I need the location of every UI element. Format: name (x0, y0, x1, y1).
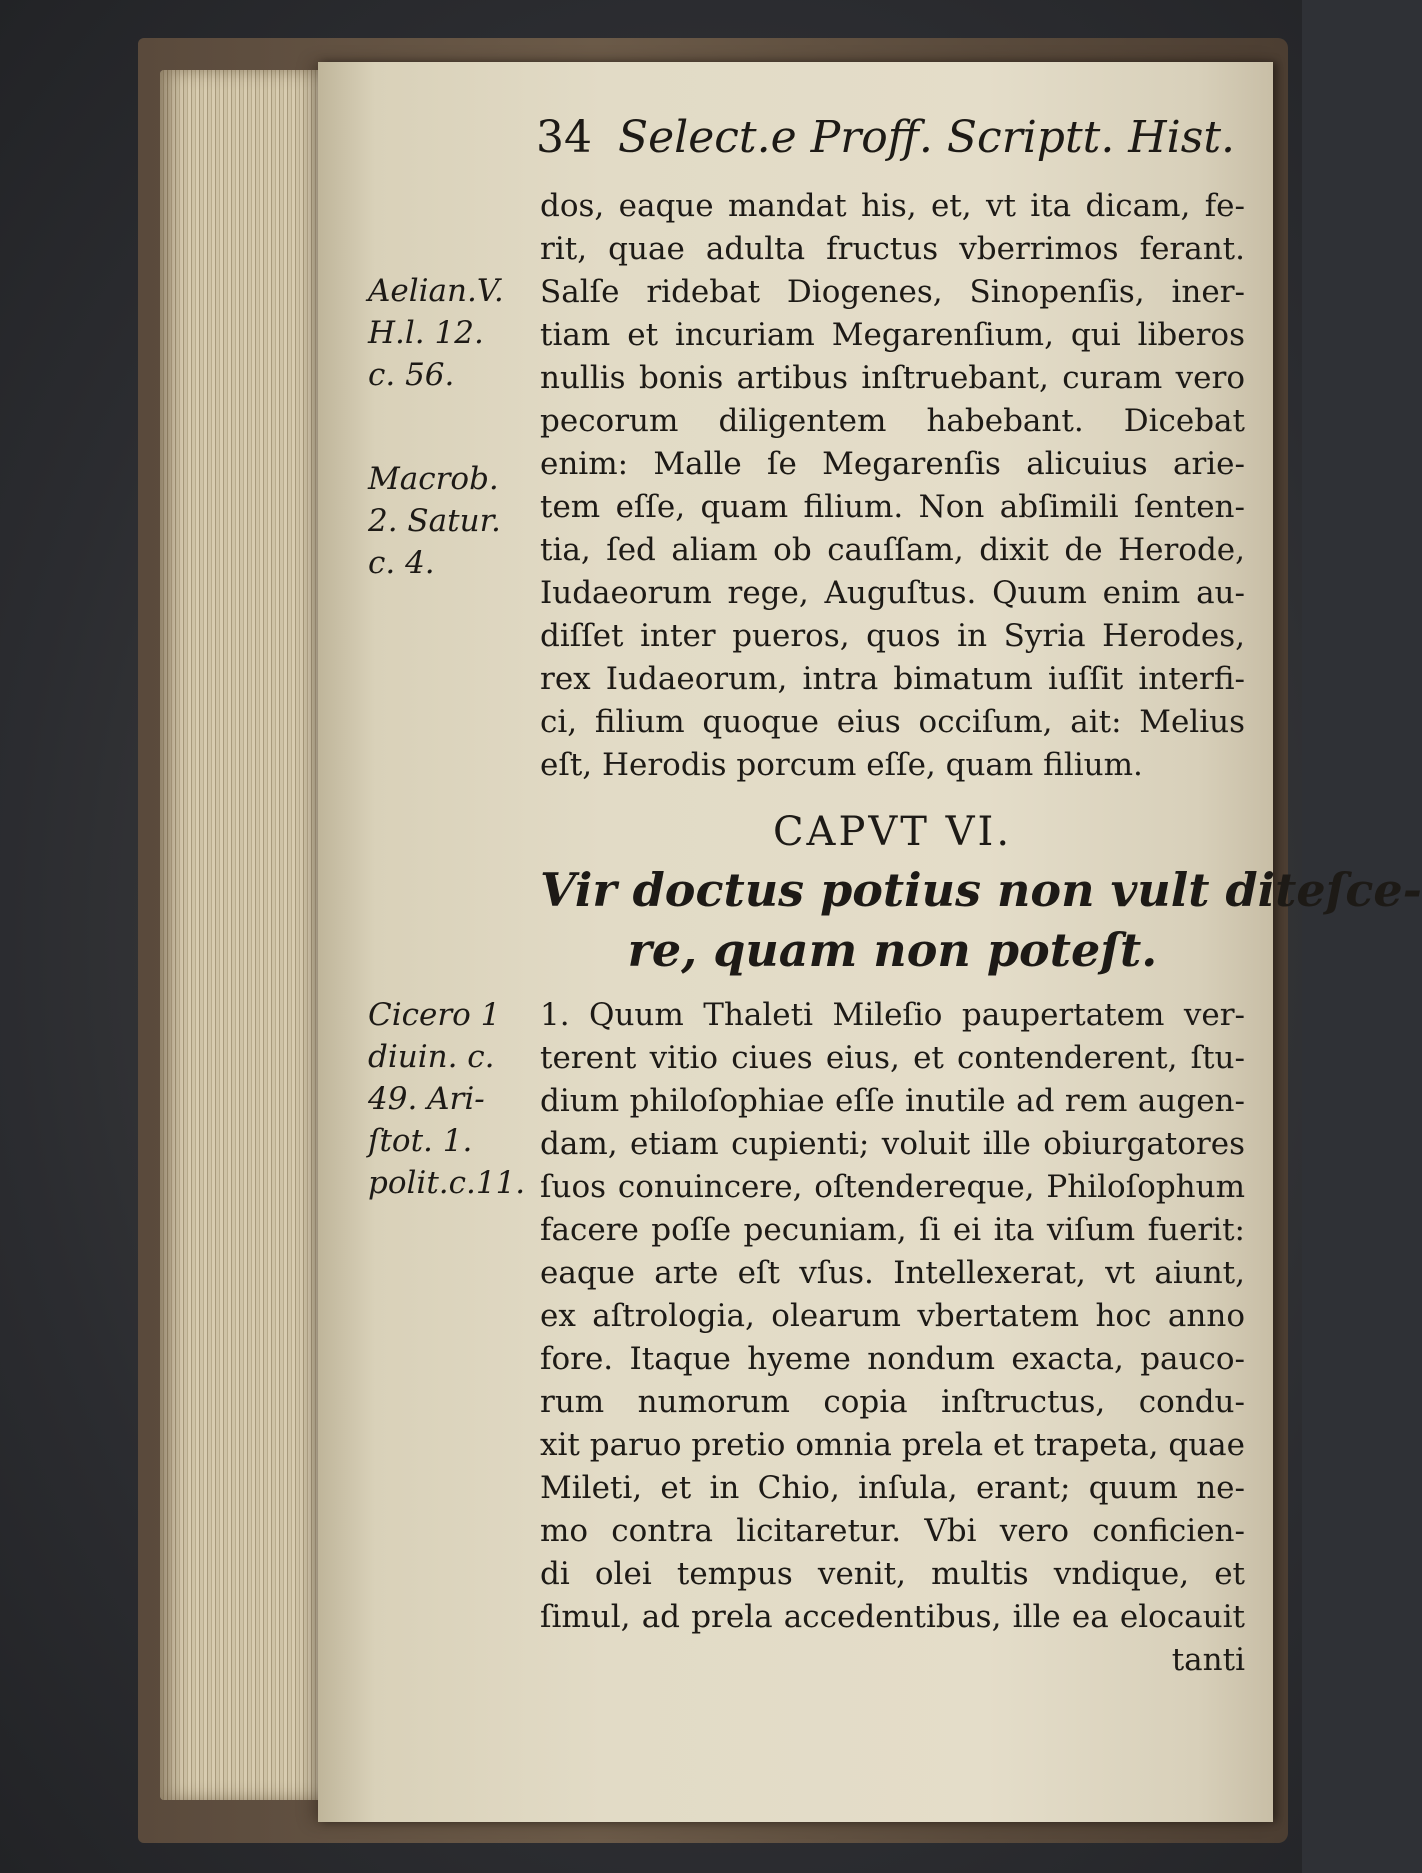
margin-note: 2. Satur. (368, 503, 501, 539)
running-title: Select.e Proff. Scriptt. Hist. (618, 112, 1235, 163)
text-line: dos, eaque mandat his, et, vt ita dicam, fe- (540, 188, 1245, 224)
text-line: rex Iudaeorum, intra bimatum iuſſit interfi- (540, 661, 1245, 697)
text-line: tiam et incuriam Megarenſium, qui liberos (540, 317, 1245, 353)
text-line: nullis bonis artibus inſtruebant, curam vero (540, 360, 1245, 396)
text-line: ſimul, ad prela accedentibus, ille ea elocauit (540, 1599, 1245, 1635)
margin-note: H.l. 12. (368, 315, 484, 351)
text-line: eſt, Herodis porcum eſſe, quam filium. (540, 747, 1143, 783)
text-line: Iudaeorum rege, Auguſtus. Quum enim au- (540, 575, 1245, 611)
text-line: terent vitio ciues eius, et contenderent, ſtu- (540, 1040, 1245, 1076)
catchword: tanti (1171, 1642, 1245, 1678)
text-line: diſſet inter pueros, quos in Syria Herodes, (540, 618, 1245, 654)
text-line: rum numorum copia inſtructus, condu- (540, 1384, 1245, 1420)
text-line: fore. Itaque hyeme nondum exacta, pauco- (540, 1341, 1245, 1377)
text-line: eaque arte eſt vſus. Intellexerat, vt aiunt, (540, 1255, 1245, 1291)
text-line: Salſe ridebat Diogenes, Sinopenſis, iner- (540, 274, 1245, 310)
chapter-title: re, quam non poteſt. (627, 923, 1158, 977)
chapter-heading: CAPVT VI. (772, 809, 1013, 855)
text-line: ex aſtrologia, olearum vbertatem hoc anno (540, 1298, 1245, 1334)
margin-note: c. 4. (368, 545, 435, 581)
text-line: di olei tempus venit, multis vndique, et (540, 1556, 1245, 1592)
text-line: tem eſſe, quam filium. Non abſimili ſenten- (540, 489, 1245, 525)
margin-note: ſtot. 1. (368, 1123, 473, 1159)
text-line: ſuos conuincere, oſtendereque, Philoſophum (540, 1169, 1245, 1205)
margin-note: polit.c.11. (368, 1165, 526, 1201)
text-line: 1. Quum Thaleti Mileſio paupertatem ver- (540, 997, 1245, 1033)
text-line: enim: Malle ſe Megarenſis alicuius arie- (540, 446, 1245, 482)
text-line: mo contra licitaretur. Vbi vero conficien- (540, 1513, 1245, 1549)
text-line: rit, quae adulta fructus vberrimos ferant. (540, 231, 1245, 267)
margin-note: c. 56. (368, 357, 455, 393)
text-line: ci, filium quoque eius occiſum, ait: Melius (540, 704, 1245, 740)
text-line: dam, etiam cupienti; voluit ille obiurgatores (540, 1126, 1245, 1162)
text-line: tia, ſed aliam ob cauſſam, dixit de Herode, (540, 532, 1245, 568)
margin-note: Aelian.V. (368, 273, 504, 309)
text-line: pecorum diligentem habebant. Dicebat (540, 403, 1245, 439)
page-edges (160, 70, 330, 1800)
page-number: 34 (536, 112, 592, 163)
margin-note: diuin. c. (368, 1039, 495, 1075)
text-line: Mileti, et in Chio, inſula, erant; quum ne- (540, 1470, 1245, 1506)
text-line: facere poſſe pecuniam, ſi ei ita viſum fuerit: (540, 1212, 1245, 1248)
margin-note: Macrob. (368, 461, 499, 497)
margin-note: Cicero 1 (368, 997, 501, 1033)
running-header (536, 110, 1236, 166)
margin-note: 49. Ari- (368, 1081, 485, 1117)
text-line: xit paruo pretio omnia prela et trapeta, quae (540, 1427, 1245, 1463)
text-line: dium philoſophiae eſſe inutile ad rem augen- (540, 1083, 1245, 1119)
chapter-title: Vir doctus potius non vult diteſce- (540, 863, 1422, 917)
